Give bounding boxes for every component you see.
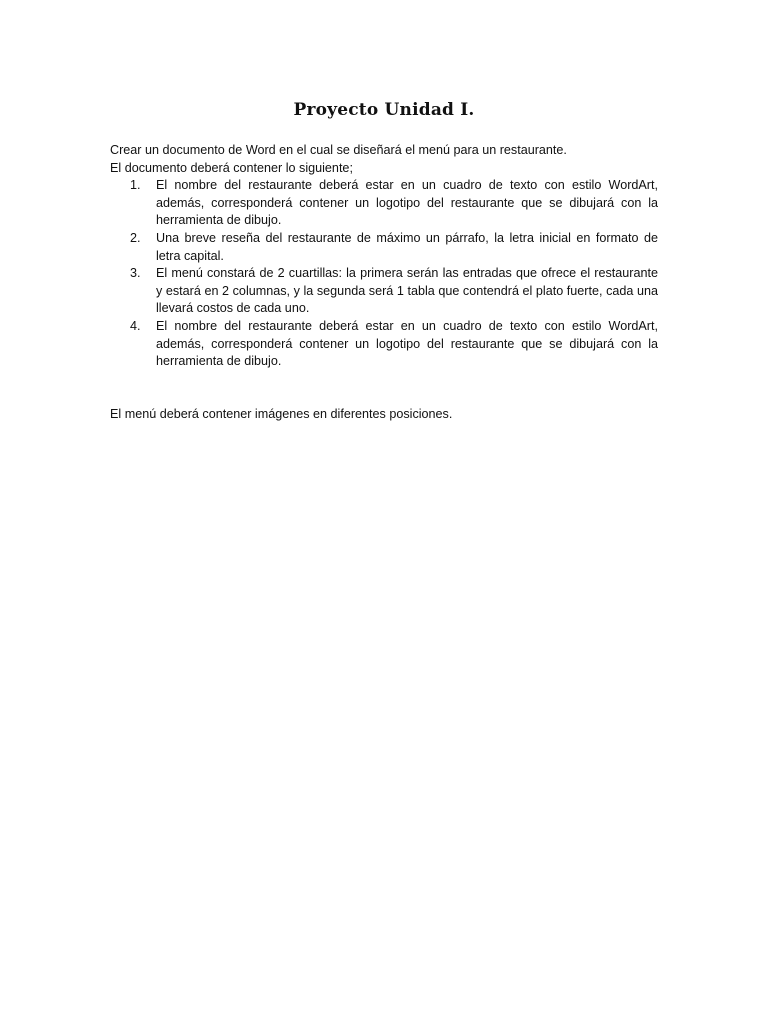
document-body <box>110 142 658 423</box>
intro-line-2: El documento deberá contener lo siguiente; <box>110 160 353 175</box>
list-item <box>130 177 658 230</box>
list-item-number: 2. <box>130 230 141 245</box>
intro-line-1: Crear un documento de Word en el cual se diseñará el menú para un restaurante. <box>110 143 567 157</box>
list-item <box>130 230 658 265</box>
requirements-list <box>110 177 658 371</box>
list-item-number: 1. <box>130 178 141 193</box>
list-item <box>130 318 658 371</box>
list-item-text: El menú constará de 2 cuartillas: la primera serán las entradas que ofrece el restaurante y estará en 2 columnas, y la segunda será 1 tabla que contendrá el plato fuerte, cada una llevará costos de cada uno. <box>156 266 658 316</box>
document-title: Proyecto Unidad I. <box>293 100 475 120</box>
list-item-text: El nombre del restaurante deberá estar en un cuadro de texto con estilo WordArt, además, corresponderá contener un logotipo del restaurante que se dibujará con la herramienta de dibujo. <box>156 318 658 369</box>
closing-line: El menú deberá contener imágenes en diferentes posiciones. <box>110 406 453 421</box>
list-item-number: 3. <box>130 266 141 281</box>
list-item-text: El nombre del restaurante deberá estar en un cuadro de texto con estilo WordArt, además, corresponderá contener un logotipo del restaurante que se dibujará con la herramienta de dibujo. <box>156 178 658 228</box>
list-item <box>130 265 658 318</box>
list-item-text: Una breve reseña del restaurante de máximo un párrafo, la letra inicial en formato de letra capital. <box>156 230 658 263</box>
list-item-number: 4. <box>130 318 141 333</box>
